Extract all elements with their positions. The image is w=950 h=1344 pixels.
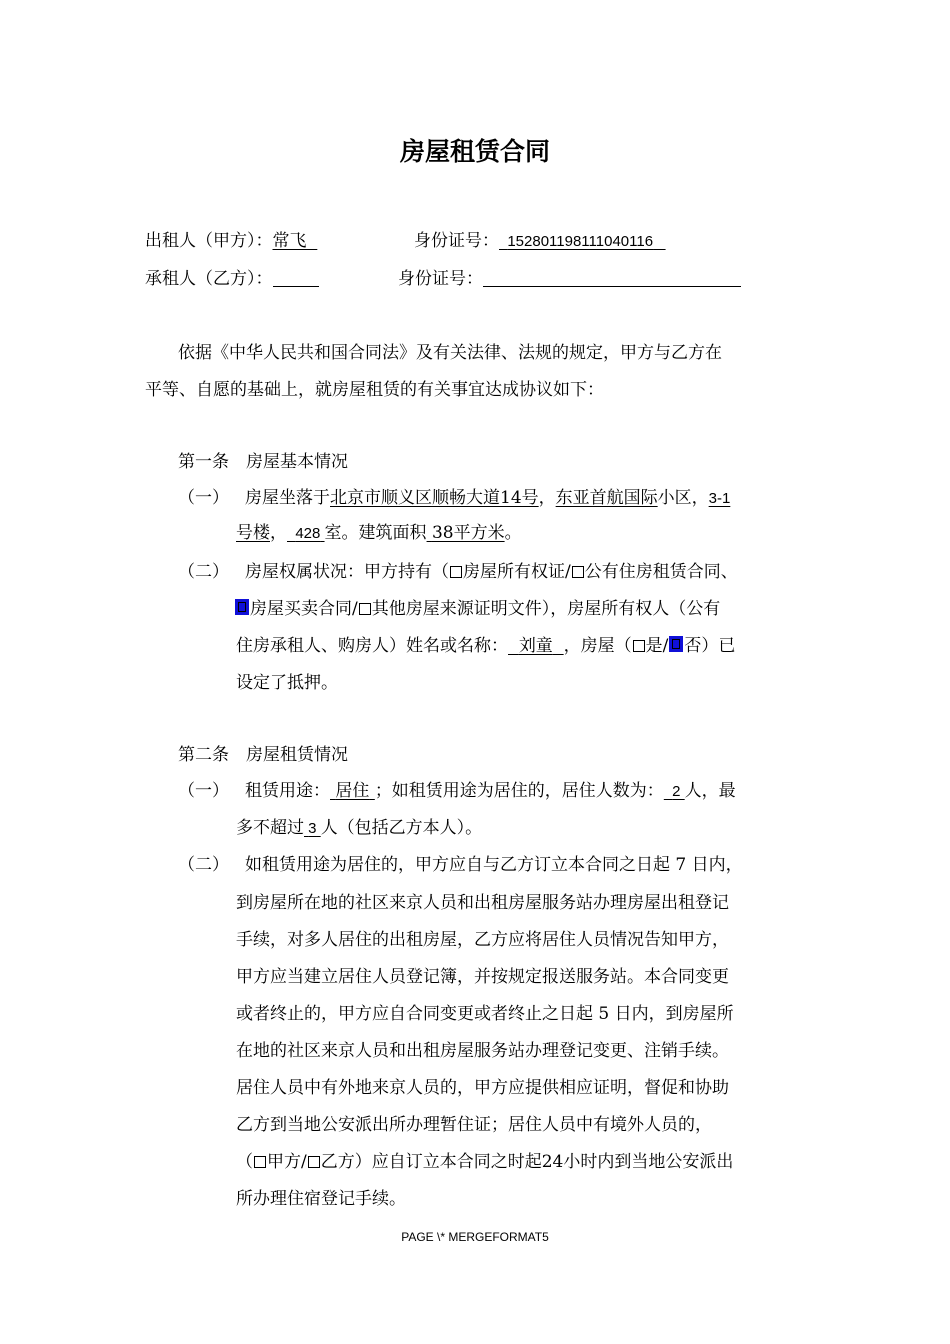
lessee-line bbox=[145, 267, 319, 291]
owner-name: 刘童 bbox=[518, 636, 553, 656]
lessor-name: 常飞 bbox=[272, 231, 307, 251]
resident-count: 2 bbox=[672, 783, 681, 800]
article1-item2-line1: 房屋权属状况：甲方持有（ 房屋所有权证/ 公有住房租赁合同、 bbox=[245, 562, 738, 582]
article1-item1-line1: 房屋坐落于北京市顺义区顺畅大道14号，东亚首航国际小区，3-1 bbox=[245, 488, 731, 508]
lessor-label: 出租人（甲方）： bbox=[145, 231, 273, 251]
article1-item1-number: （一） bbox=[178, 488, 229, 508]
room-number: 428 bbox=[295, 525, 321, 542]
article2-item2-line9: （ 甲方/ 乙方）应自订立本合同之时起24小时内到当地公安派出 bbox=[236, 1152, 734, 1172]
article2-item2-line2: 到房屋所在地的社区来京人员和出租房屋服务站办理房屋出租登记 bbox=[236, 893, 729, 913]
lessor-id-value: 152801198111040116 bbox=[507, 233, 654, 250]
article2-item1-number: （一） bbox=[178, 781, 229, 801]
max-resident-count: 3 bbox=[308, 820, 317, 837]
article2-heading: 第二条 房屋租赁情况 bbox=[178, 745, 348, 765]
article1-item2-line4: 设定了抵押。 bbox=[236, 673, 338, 693]
article1-item2-number: （二） bbox=[178, 562, 229, 582]
article2-item2-line8: 乙方到当地公安派出所办理暂住证；居住人员中有境外人员的， bbox=[236, 1115, 712, 1135]
article2-item2-line3: 手续，对多人居住的出租房屋，乙方应将居住人员情况告知甲方， bbox=[236, 930, 729, 950]
intro-line-2: 平等、自愿的基础上，就房屋租赁的有关事宜达成协议如下： bbox=[145, 380, 604, 400]
article2-item2-line4: 甲方应当建立居住人员登记簿，并按规定报送服务站。本合同变更 bbox=[236, 967, 729, 987]
lessee-id-line bbox=[398, 267, 741, 291]
article2-item2-line10: 所办理住宿登记手续。 bbox=[236, 1189, 406, 1209]
article1-item2-line3: 住房承租人、购房人）姓名或名称： 刘童 ，房屋（ 是/ 否）已 bbox=[236, 636, 736, 656]
checkbox-purchase-contract[interactable] bbox=[235, 599, 249, 615]
lessor-id-line bbox=[414, 229, 666, 254]
lessor-line bbox=[145, 229, 317, 253]
property-address: 北京市顺义区顺畅大道14号 bbox=[330, 488, 539, 508]
article2-item2-line6: 在地的社区来京人员和出租房屋服务站办理登记变更、注销手续。 bbox=[236, 1041, 729, 1061]
checkbox-party-a[interactable] bbox=[254, 1156, 266, 1168]
rental-purpose: 居住 bbox=[335, 781, 370, 801]
article2-item2-line5: 或者终止的，甲方应自合同变更或者终止之日起 5 日内，到房屋所 bbox=[236, 1004, 734, 1024]
page-footer: PAGE \* MERGEFORMAT5 bbox=[401, 1230, 549, 1244]
article2-item2-line7: 居住人员中有外地来京人员的，甲方应提供相应证明，督促和协助 bbox=[236, 1078, 729, 1098]
article2-item2-number: （二） bbox=[178, 855, 229, 875]
lessee-id-label: 身份证号： bbox=[398, 269, 483, 289]
article1-item2-line2: 房屋买卖合同/ 其他房屋来源证明文件），房屋所有权人（公有 bbox=[234, 597, 720, 621]
lessor-id-label: 身份证号： bbox=[414, 231, 499, 251]
document-title: 房屋租赁合同 bbox=[399, 137, 550, 166]
intro-line-1: 依据《中华人民共和国合同法》及有关法律、法规的规定，甲方与乙方在 bbox=[178, 343, 722, 363]
lessee-name-blank[interactable] bbox=[273, 270, 319, 287]
checkbox-property-cert[interactable] bbox=[450, 566, 462, 578]
article1-heading: 第一条 房屋基本情况 bbox=[178, 452, 348, 472]
article2-item1-line1: 租赁用途： 居住 ；如租赁用途为居住的，居住人数为： 2 人，最 bbox=[245, 781, 736, 801]
article1-item1-line2: 号楼， 428 室。建筑面积 38平方米。 bbox=[236, 523, 522, 543]
checkbox-mortgage-yes[interactable] bbox=[633, 640, 645, 652]
article2-item1-line2: 多不超过 3 人（包括乙方本人）。 bbox=[236, 818, 483, 838]
lessee-label: 承租人（乙方）： bbox=[145, 269, 273, 289]
checkbox-mortgage-no[interactable] bbox=[669, 636, 683, 652]
building-number: 3-1 bbox=[708, 490, 731, 507]
floor-area: 38平方米 bbox=[431, 523, 505, 543]
article2-item2-line1: 如租赁用途为居住的，甲方应自与乙方订立本合同之日起 7 日内， bbox=[245, 855, 743, 875]
checkbox-public-lease[interactable] bbox=[572, 566, 584, 578]
lessee-id-blank[interactable] bbox=[483, 270, 741, 287]
checkbox-party-b[interactable] bbox=[308, 1156, 320, 1168]
checkbox-other-proof[interactable] bbox=[359, 603, 371, 615]
community-name: 东亚首航国际 bbox=[555, 488, 658, 508]
